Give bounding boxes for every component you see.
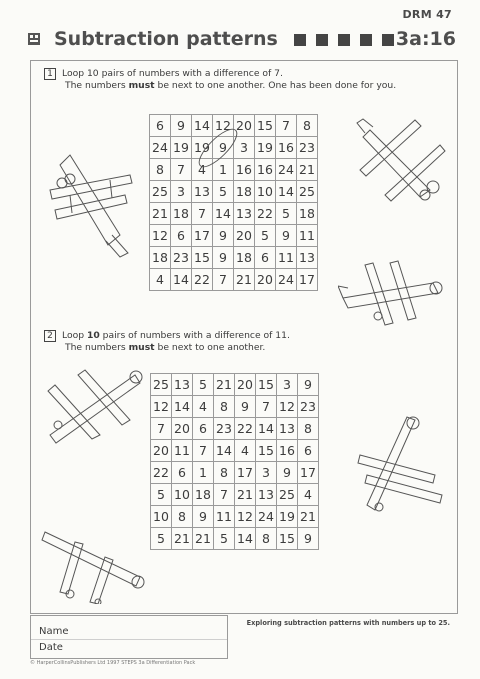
grid-cell: 14 [235,528,256,550]
grid-row [151,462,319,484]
biplane-icon [338,258,446,328]
grid-cell: 5 [213,181,234,203]
biplane-icon [40,135,140,260]
grid-cell: 8 [256,528,277,550]
grid-cell: 24 [256,506,277,528]
grid-row [151,484,319,506]
grid-row [151,396,319,418]
grid-cell: 25 [297,181,318,203]
name-label: Name [39,626,69,637]
grid-cell: 14 [192,115,213,137]
grid-cell: 6 [255,247,276,269]
biplane-icon [355,415,445,520]
grid-row [151,440,319,462]
grid-cell: 20 [234,115,255,137]
grid-cell: 8 [172,506,193,528]
grid-cell: 21 [150,203,171,225]
grid-cell: 20 [255,269,276,291]
grid-row [151,528,319,550]
grid-cell: 8 [150,159,171,181]
grid-cell: 8 [298,418,319,440]
grid-cell: 9 [235,396,256,418]
grid-cell: 25 [150,181,171,203]
grid-cell: 18 [150,247,171,269]
task1-line1: Loop 10 pairs of numbers with a difference of 7. [62,68,283,79]
grid-cell: 14 [256,418,277,440]
grid-cell: 18 [234,247,255,269]
grid-cell: 9 [193,506,214,528]
grid-cell: 17 [297,269,318,291]
grid-cell: 9 [277,462,298,484]
grid-cell: 12 [235,506,256,528]
grid-cell: 10 [172,484,193,506]
title-code: 3a:16 [395,28,456,50]
grid-cell: 9 [213,247,234,269]
grid-cell: 9 [213,225,234,247]
grid-cell: 3 [277,374,298,396]
name-date-box [30,615,228,659]
grid-cell: 18 [193,484,214,506]
grid-cell: 9 [171,115,192,137]
grid-cell: 7 [151,418,172,440]
grid-cell: 10 [151,506,172,528]
biplane-icon [40,522,150,604]
grid-cell: 23 [171,247,192,269]
grid-cell: 16 [277,440,298,462]
grid-cell: 8 [297,115,318,137]
grid-cell: 4 [235,440,256,462]
grid-cell: 22 [235,418,256,440]
date-label: Date [39,642,63,653]
task2-line1-end: pairs of numbers with a difference of 11. [99,330,290,341]
grid-cell: 9 [213,137,234,159]
grid-cell: 22 [255,203,276,225]
grid-cell: 7 [193,440,214,462]
grid-cell: 17 [235,462,256,484]
grid-cell: 4 [192,159,213,181]
sheet-code: DRM 47 [402,8,452,21]
grid-cell: 6 [298,440,319,462]
grid-row [151,374,319,396]
grid-cell: 5 [214,528,235,550]
grid-cell: 22 [151,462,172,484]
grid-cell: 5 [151,528,172,550]
grid-cell: 18 [171,203,192,225]
grid-cell: 21 [298,506,319,528]
grid-cell: 6 [172,462,193,484]
grid-cell: 4 [298,484,319,506]
grid-cell: 21 [297,159,318,181]
task2-number: 2 [44,330,56,342]
grid-cell: 11 [214,506,235,528]
grid-cell: 6 [193,418,214,440]
grid-cell: 5 [151,484,172,506]
grid-cell: 12 [151,396,172,418]
task2-instructions [44,330,290,354]
grid-cell: 24 [276,269,297,291]
task1-must: must [128,80,155,91]
grid-cell: 20 [172,418,193,440]
grid-cell: 11 [172,440,193,462]
grid-cell: 21 [214,374,235,396]
grid-cell: 13 [256,484,277,506]
grid-cell: 25 [151,374,172,396]
grid-cell: 9 [276,225,297,247]
grid-cell: 23 [214,418,235,440]
example-loop [149,114,339,304]
task2-must: must [128,342,155,353]
grid-cell: 3 [171,181,192,203]
grid-cell: 20 [151,440,172,462]
grid-cell: 12 [213,115,234,137]
grid-cell: 21 [234,269,255,291]
grid-cell: 15 [256,440,277,462]
grid-cell: 20 [235,374,256,396]
grid-cell: 21 [172,528,193,550]
grid-row [151,506,319,528]
grid-cell: 8 [214,462,235,484]
grid-cell: 4 [150,269,171,291]
task1-line2-start: The numbers [65,80,129,91]
grid-cell: 24 [150,137,171,159]
task2-line2-start: The numbers [65,342,129,353]
grid-cell: 15 [192,247,213,269]
grid-cell: 5 [255,225,276,247]
task2-line2-end: be next to one another. [154,342,266,353]
grid-cell: 12 [150,225,171,247]
grid-cell: 3 [256,462,277,484]
grid-cell: 7 [192,203,213,225]
biplane-icon [40,365,145,445]
grid-cell: 19 [171,137,192,159]
grid-cell: 6 [150,115,171,137]
grid-cell: 24 [276,159,297,181]
grid-cell: 14 [214,440,235,462]
grid-cell: 3 [234,137,255,159]
grid-cell: 15 [277,528,298,550]
grid-cell: 1 [213,159,234,181]
grid-cell: 17 [192,225,213,247]
grid-cell: 11 [276,247,297,269]
biplane-icon [355,115,450,210]
grid-cell: 7 [171,159,192,181]
grid-cell: 18 [234,181,255,203]
grid-row [151,418,319,440]
grid-cell: 5 [276,203,297,225]
grid-cell: 13 [192,181,213,203]
grid-cell: 12 [277,396,298,418]
grid-cell: 16 [234,159,255,181]
grid-cell: 14 [213,203,234,225]
grid-cell: 22 [192,269,213,291]
grid-cell: 25 [277,484,298,506]
grid-cell: 18 [297,203,318,225]
grid-cell: 16 [255,159,276,181]
grid-cell: 21 [235,484,256,506]
title-row [26,28,466,54]
grid-cell: 9 [298,374,319,396]
grid-cell: 14 [276,181,297,203]
grid-cell: 19 [192,137,213,159]
task1-line2-end: be next to one another. One has been done for you. [154,80,397,91]
grid-cell: 16 [276,137,297,159]
grid-cell: 21 [193,528,214,550]
grid-cell: 7 [214,484,235,506]
grid-cell: 17 [298,462,319,484]
grid-cell: 11 [297,225,318,247]
task2-count: 10 [86,330,100,341]
grid-cell: 19 [255,137,276,159]
grid-cell: 13 [297,247,318,269]
grid-cell: 5 [193,374,214,396]
grid-cell: 9 [298,528,319,550]
grid-cell: 7 [213,269,234,291]
grid-cell: 13 [277,418,298,440]
grid-cell: 7 [256,396,277,418]
task2-line1-start: Loop [62,330,87,341]
grid-cell: 23 [298,396,319,418]
grid-cell: 13 [234,203,255,225]
grid-cell: 19 [277,506,298,528]
task1-number: 1 [44,68,56,80]
copyright-text: © HarperCollinsPublishers Ltd 1997 STEPS 3a Differentiation Pack [30,660,196,666]
grid-cell: 13 [172,374,193,396]
grid-cell: 23 [297,137,318,159]
grid-cell: 10 [255,181,276,203]
grid-cell: 14 [172,396,193,418]
grid-cell: 4 [193,396,214,418]
grid-cell: 7 [276,115,297,137]
grid-cell: 15 [255,115,276,137]
grid-cell: 15 [256,374,277,396]
task2-number-grid [150,373,319,550]
grid-cell: 20 [234,225,255,247]
worksheet-logo-icon [28,33,40,45]
grid-cell: 14 [171,269,192,291]
grid-cell: 8 [214,396,235,418]
page-title: Subtraction patterns [54,28,278,50]
grid-cell: 6 [171,225,192,247]
grid-cell: 1 [193,462,214,484]
footer-note: Exploring subtraction patterns with numbers up to 25. [246,619,450,627]
task1-instructions [44,68,396,92]
